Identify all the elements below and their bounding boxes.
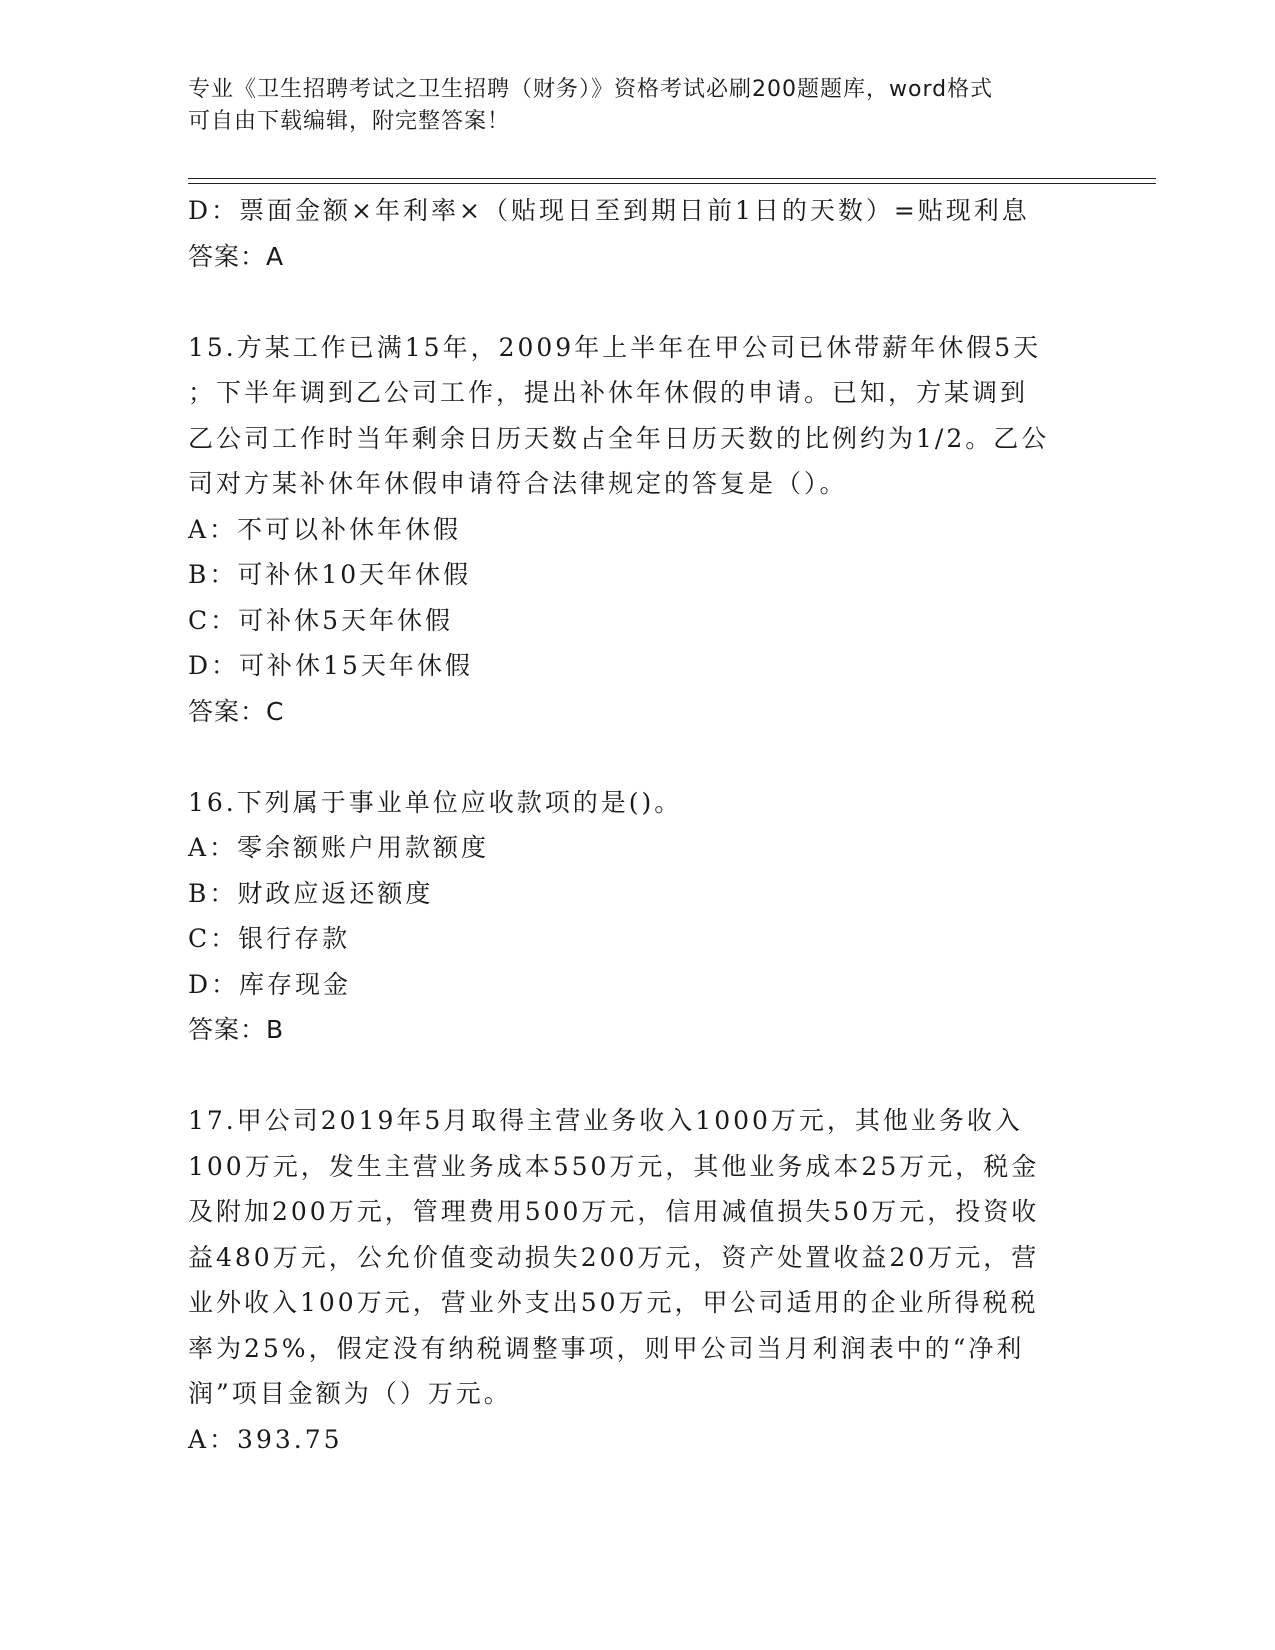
question-text-line: 益480万元，公允价值变动损失200万元，资产处置收益20万元，营	[188, 1242, 1040, 1272]
question-text-line: 及附加200万元，管理费用500万元，信用减值损失50万元，投资收	[188, 1197, 1040, 1226]
question-text-line: 17.甲公司2019年5月取得主营业务收入1000万元，其他业务收入	[188, 1106, 1023, 1135]
header-divider	[188, 183, 1156, 184]
spacer	[188, 734, 1088, 780]
question-text-line: 100万元，发生主营业务成本550万元，其他业务成本25万元，税金	[188, 1151, 1040, 1181]
question-text-line: 业外收入100万元，营业外支出50万元，甲公司适用的企业所得税税	[188, 1288, 1039, 1317]
question-16	[188, 780, 1088, 1053]
question-text-line: 润”项目金额为（）万元。	[188, 1379, 512, 1408]
answer-line: 答案：C	[188, 696, 285, 726]
option-c: C：银行存款	[188, 924, 351, 953]
question-text-line: 16.下列属于事业单位应收款项的是()。	[188, 787, 683, 817]
document-header	[188, 74, 1068, 138]
option-d: D：票面金额×年利率×（贴现日至到期日前1日的天数）=贴现利息	[188, 196, 1030, 225]
question-content	[188, 188, 1088, 1462]
question-text-line: 率为25%，假定没有纳税调整事项，则甲公司当月利润表中的“净利	[188, 1333, 1025, 1363]
option-d: D：可补休15天年休假	[188, 651, 473, 680]
option-b: B：可补休10天年休假	[188, 560, 472, 589]
question-17	[188, 1098, 1088, 1462]
answer-line: 答案：B	[188, 1015, 285, 1044]
option-c: C：可补休5天年休假	[188, 605, 454, 635]
question-15	[188, 325, 1088, 735]
question-text-line: 15.方某工作已满15年，2009年上半年在甲公司已休带薪年休假5天	[188, 332, 1042, 362]
option-d: D：库存现金	[188, 969, 352, 999]
header-line: 专业《卫生招聘考试之卫生招聘（财务）》资格考试必刷200题题库，word格式	[188, 77, 994, 102]
answer-line: 答案：A	[188, 241, 285, 271]
spacer	[188, 1053, 1088, 1099]
option-b: B：财政应返还额度	[188, 878, 434, 908]
question-text-line: 乙公司工作时当年剩余日历天数占全年日历天数的比例约为1/2。乙公	[188, 423, 1050, 453]
question-text-line: ；下半年调到乙公司工作，提出补休年休假的申请。已知，方某调到	[188, 378, 1029, 407]
option-a: A：不可以补休年休假	[188, 514, 462, 544]
option-a: A：393.75	[188, 1424, 343, 1454]
spacer	[188, 279, 1088, 325]
header-line: 可自由下载编辑，附完整答案！	[188, 109, 511, 134]
option-a: A：零余额账户用款额度	[188, 833, 490, 862]
header-divider	[188, 178, 1156, 179]
question-text-line: 司对方某补休年休假申请符合法律规定的答复是（）。	[188, 469, 848, 498]
